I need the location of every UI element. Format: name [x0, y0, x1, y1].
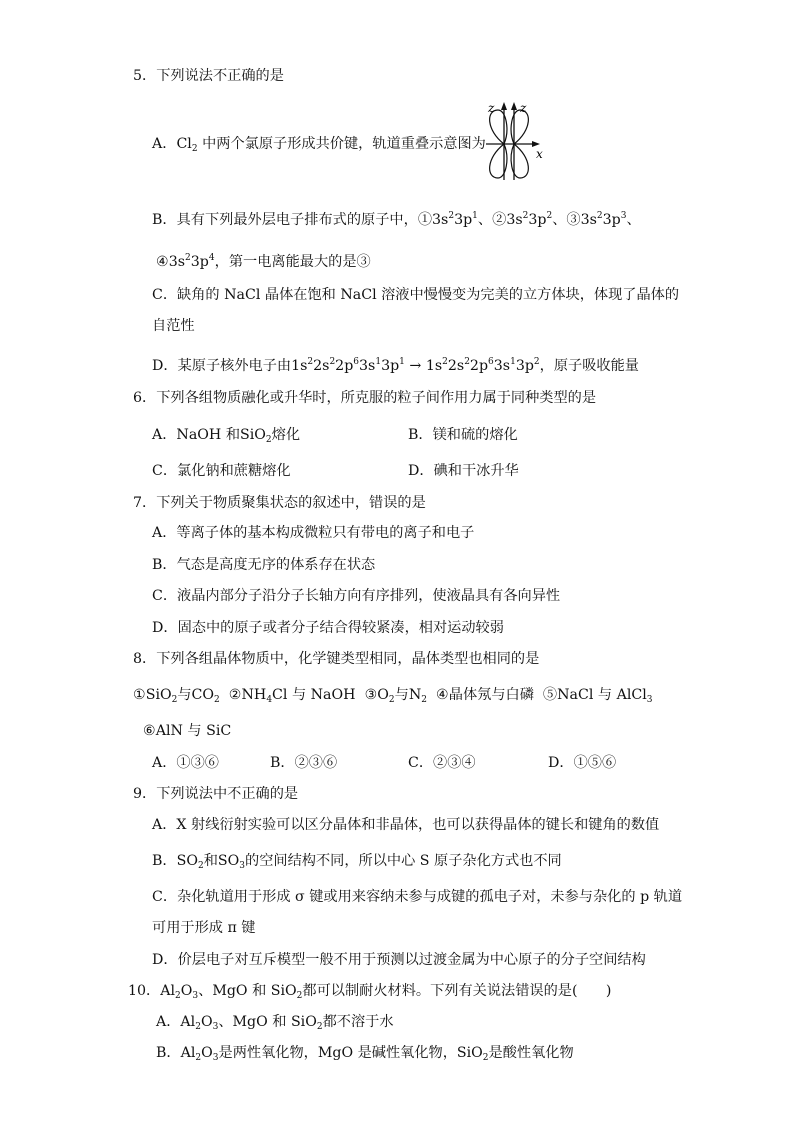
q5-option-a: [152, 134, 486, 159]
q5-option-b-cont: $④3s^23p^4$，第一电离能最大的是③: [156, 253, 371, 270]
q8-option-c: C．②③④: [408, 755, 476, 771]
q5-option-c-cont: 自范性: [152, 318, 195, 334]
z-arrow-left: [501, 102, 507, 110]
q6-option-d: D．碘和干冰升华: [408, 463, 519, 479]
q8-items-cont: ⑥AlN 与 SiC: [143, 723, 232, 739]
q8-option-a: A．①③⑥: [152, 755, 219, 771]
q9-option-a: A．X 射线衍射实验可以区分晶体和非晶体，也可以获得晶体的键长和键角的数值: [152, 817, 660, 833]
q9-option-c-cont: 可用于形成 π 键: [152, 920, 256, 936]
q8-option-d: D．①⑤⑥: [548, 755, 617, 771]
q5-option-d: D．某原子核外电子由$1s^22s^22p^63s^13p^1 \to 1s^22s^22p^63s^13p^2$，原子吸收能量: [152, 357, 639, 374]
q8-option-b: B．②③⑥: [270, 755, 338, 771]
q5-option-b: B．具有下列最外层电子排布式的原子中，$①3s^23p^1$、$②3s^23p^2$、$③3s^23p^3$、: [152, 211, 641, 228]
q7-option-a: A．等离子体的基本构成微粒只有带电的离子和电子: [152, 525, 475, 541]
q6-option-a: A．NaOH 和SiO$_2$熔化: [152, 427, 301, 445]
q9-option-d: D．价层电子对互斥模型一般不用于预测以过渡金属为中心原子的分子空间结构: [152, 952, 646, 968]
q9-option-c: C．杂化轨道用于形成 σ 键或用来容纳未参与成键的孤电子对，未参与杂化的 p 轨道: [152, 889, 683, 905]
q5-a-text: 中两个氯原子形成共价键，轨道重叠示意图为: [202, 136, 486, 152]
q7-stem: 7．下列关于物质聚集状态的叙述中，错误的是: [133, 495, 426, 511]
q9-stem: 9．下列说法中不正确的是: [133, 786, 299, 802]
q5-a-formula: Cl: [176, 136, 192, 152]
q8-items: ①SiO$_2$与$CO_2$ $②NH_4Cl$ 与 NaOH $③O_2$与$N_2$ ④晶体氖与白磷 ⑤NaCl 与 AlCl$_3$: [133, 687, 653, 705]
axis-label-z1: z: [488, 101, 495, 115]
q7-option-d: D．固态中的原子或者分子结合得较紧凑，相对运动较弱: [152, 620, 504, 636]
q10-option-b: B．$Al_2O_3$是两性氧化物，MgO 是碱性氧化物，SiO$_2$是酸性氧化物: [156, 1045, 574, 1063]
q5-a-sub: 2: [191, 144, 198, 154]
q8-stem: 8．下列各组晶体物质中，化学键类型相同，晶体类型也相同的是: [133, 651, 540, 667]
q7-option-b: B．气态是高度无序的体系存在状态: [152, 557, 376, 573]
q6-option-b: B．镁和硫的熔化: [408, 427, 518, 443]
q10-option-a: A．$Al_2O_3$、MgO 和 SiO$_2$都不溶于水: [156, 1014, 394, 1032]
z-arrow-right: [511, 102, 517, 110]
axis-label-z2: z: [520, 101, 527, 115]
q5-stem: 5．下列说法不正确的是: [133, 68, 284, 84]
q5-a-label: A．: [152, 136, 177, 152]
q7-option-c: C．液晶内部分子沿分子长轴方向有序排列，使液晶具有各向异性: [152, 588, 561, 604]
q6-option-c: C．氯化钠和蔗糖熔化: [152, 463, 291, 479]
q5-option-c: C．缺角的 NaCl 晶体在饱和 NaCl 溶液中慢慢变为完美的立方体块，体现了晶体的: [152, 287, 680, 303]
p-orbital-overlap-diagram: [482, 100, 546, 182]
q9-option-b: B．$SO_2$和$SO_3$的空间结构不同，所以中心 S 原子杂化方式也不同: [152, 853, 562, 871]
q10-stem: 10．$Al_2O_3$、MgO 和 SiO$_2$都可以制耐火材料。下列有关说法错误的是( ): [128, 983, 612, 1001]
axis-label-x: x: [536, 147, 543, 161]
q6-stem: 6．下列各组物质融化或升华时，所克服的粒子间作用力属于同种类型的是: [133, 390, 597, 406]
